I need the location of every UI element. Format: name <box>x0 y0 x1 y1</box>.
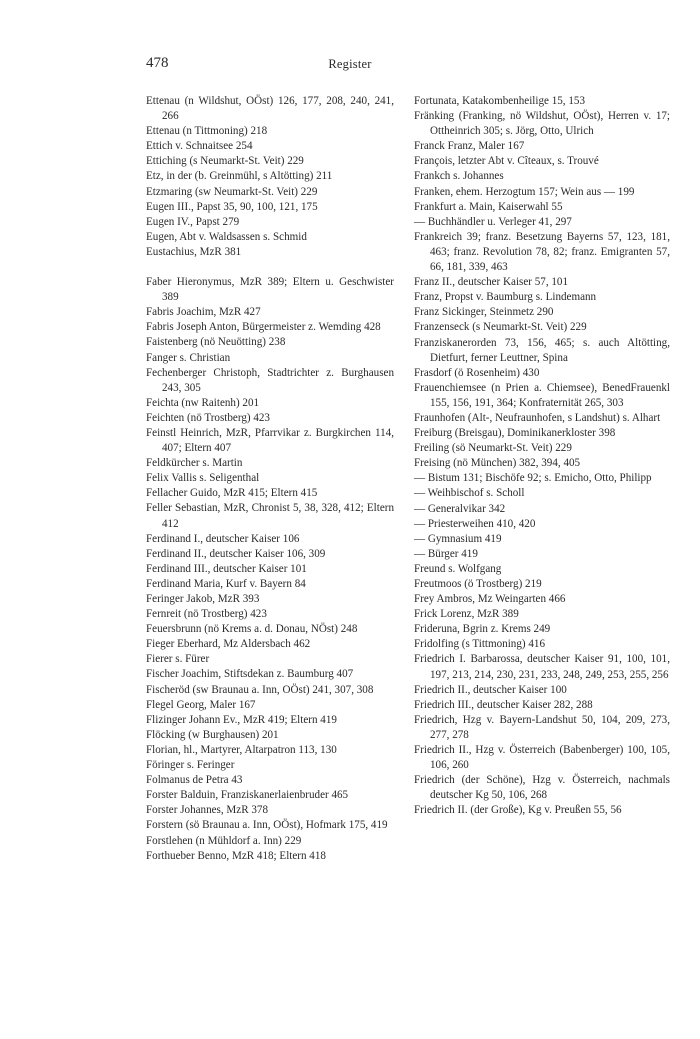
index-entry: Flizinger Johann Ev., MzR 419; Eltern 419 <box>146 713 337 726</box>
index-entry: Eustachius, MzR 381 <box>146 245 242 258</box>
index-entry: Frick Lorenz, MzR 389 <box>414 608 519 621</box>
index-entry: — Generalvikar 342 <box>414 502 506 515</box>
index-entry: Ferdinand III., deutscher Kaiser 101 <box>146 562 307 575</box>
index-entry: Forster Johannes, MzR 378 <box>146 804 269 817</box>
index-entry: Ettenau (n Wildshut, OÖst) 126, 177, 208, 240, 241, 266 <box>146 95 394 123</box>
index-entry: Forstlehen (n Mühldorf a. Inn) 229 <box>146 834 302 847</box>
index-entry: Feichta (nw Raitenh) 201 <box>146 396 260 409</box>
index-column-right <box>414 94 670 819</box>
index-entry: Ettiching (s Neumarkt-St. Veit) 229 <box>146 155 304 168</box>
index-entry: Eugen, Abt v. Waldsassen s. Schmid <box>146 230 307 243</box>
index-entry: Franz II., deutscher Kaiser 57, 101 <box>414 276 569 289</box>
index-entry: — Weihbischof s. Scholl <box>414 487 525 500</box>
index-entry: Frankfurt a. Main, Kaiserwahl 55 <box>414 200 563 213</box>
index-entry: Föringer s. Feringer <box>146 759 235 772</box>
index-entry: Frey Ambros, Mz Weingarten 466 <box>414 593 566 606</box>
index-entry: Ferdinand Maria, Kurf v. Bayern 84 <box>146 577 306 590</box>
index-entry: Freund s. Wolfgang <box>414 562 502 575</box>
index-entry: Forstern (sö Braunau a. Inn, OÖst), Hofmark 175, 419 <box>146 819 388 832</box>
index-entry: Friedrich III., deutscher Kaiser 282, 288 <box>414 698 593 711</box>
index-entry: Franziskanerorden 73, 156, 465; s. auch Altötting, Dietfurt, ferner Leuttner, Spina <box>414 336 670 364</box>
index-entry: Eugen III., Papst 35, 90, 100, 121, 175 <box>146 200 318 213</box>
index-entry: Feinstl Heinrich, MzR, Pfarrvikar z. Burgkirchen 114, 407; Eltern 407 <box>146 426 394 455</box>
index-entry: Feichten (nö Trostberg) 423 <box>146 411 270 424</box>
index-entry: Feringer Jakob, MzR 393 <box>146 593 260 605</box>
index-entry: Fieger Eberhard, Mz Aldersbach 462 <box>146 638 311 651</box>
index-entry: Fabris Joachim, MzR 427 <box>146 306 261 319</box>
index-entry: Faistenberg (nö Neuötting) 238 <box>146 336 286 349</box>
index-entry: Ferdinand II., deutscher Kaiser 106, 309 <box>146 547 326 560</box>
index-entry: Freising (nö München) 382, 394, 405 <box>414 457 581 470</box>
index-entry: Friedrich II. (der Große), Kg v. Preußen 55, 56 <box>414 804 622 817</box>
page-number: 478 <box>146 55 169 71</box>
index-entry: Fellacher Guido, MzR 415; Eltern 415 <box>146 487 318 500</box>
index-entry: Friedrich, Hzg v. Bayern-Landshut 50, 104, 209, 273, 277, 278 <box>414 713 670 741</box>
index-entry: Freiling (sö Neumarkt-St. Veit) 229 <box>414 442 572 455</box>
index-entry: Fierer s. Fürer <box>146 653 210 666</box>
index-entry: Friedrich II., deutscher Kaiser 100 <box>414 683 567 696</box>
index-entry: Friedrich (der Schöne), Hzg v. Österreich, nachmals deutscher Kg 50, 106, 268 <box>414 774 670 802</box>
index-entry: Flegel Georg, Maler 167 <box>146 698 256 711</box>
index-entry: Faber Hieronymus, MzR 389; Eltern u. Geschwister 389 <box>146 276 394 304</box>
index-entry: Felix Vallis s. Seligenthal <box>146 472 260 485</box>
index-entry: Flöcking (w Burghausen) 201 <box>146 728 279 741</box>
index-entry: Franzenseck (s Neumarkt-St. Veit) 229 <box>414 321 587 334</box>
index-entry: Franz, Propst v. Baumburg s. Lindemann <box>414 291 597 304</box>
index-entry: Forster Balduin, Franziskanerlaienbruder 465 <box>146 789 349 802</box>
index-entry: — Gymnasium 419 <box>414 532 502 545</box>
index-entry: Ettenau (n Tittmoning) 218 <box>146 125 268 138</box>
index-entry: Frauenchiemsee (n Prien a. Chiemsee), BenedFrauenkl 155, 156, 191, 364; Konfraternität 265, 303 <box>414 381 670 409</box>
index-entry: Frankreich 39; franz. Besetzung Bayerns 57, 123, 181, 463; franz. Revolution 78, 82; franz. Emigranten 57, 66, 181, 339, 463 <box>414 230 670 274</box>
index-entry: Fridolfing (s Tittmoning) 416 <box>414 638 545 651</box>
index-entry: Frankch s. Johannes <box>414 170 504 183</box>
index-entry: Frasdorf (ö Rosenheim) 430 <box>414 366 540 379</box>
index-entry: Freutmoos (ö Trostberg) 219 <box>414 578 542 590</box>
index-entry: Feuersbrunn (nö Krems a. d. Donau, NÖst) 248 <box>146 623 358 636</box>
index-entry: Franz Sickinger, Steinmetz 290 <box>414 306 554 319</box>
index-entry: Friedrich II., Hzg v. Österreich (Babenberger) 100, 105, 106, 260 <box>414 744 670 772</box>
index-entry: Fanger s. Christian <box>146 351 231 364</box>
index-entry: Ettich v. Schnaitsee 254 <box>146 140 253 153</box>
index-entry: Franken, ehem. Herzogtum 157; Wein aus — 199 <box>414 185 635 198</box>
index-entry: Fischer Joachim, Stiftsdekan z. Baumburg 407 <box>146 668 354 681</box>
index-entry: Eugen IV., Papst 279 <box>146 215 240 228</box>
index-entry: Frideruna, Bgrin z. Krems 249 <box>414 623 551 636</box>
index-entry: Fernreit (nö Trostberg) 423 <box>146 608 267 621</box>
index-entry: Ferdinand I., deutscher Kaiser 106 <box>146 532 300 545</box>
index-entry: Friedrich I. Barbarossa, deutscher Kaiser 91, 100, 101, 197, 213, 214, 230, 231, 233, 248, 249, 253, 255, 256 <box>414 653 670 681</box>
index-entry: Florian, hl., Martyrer, Altarpatron 113, 130 <box>146 743 337 756</box>
index-column-left <box>146 94 394 864</box>
index-entry: Feller Sebastian, MzR, Chronist 5, 38, 328, 412; Eltern 412 <box>146 502 394 530</box>
index-entry: Etzmaring (sw Neumarkt-St. Veit) 229 <box>146 185 318 198</box>
index-entry: Fortunata, Katakombenheilige 15, 153 <box>414 95 585 107</box>
index-entry: — Priesterweihen 410, 420 <box>414 517 536 530</box>
running-head: Register <box>328 57 372 71</box>
index-entry: Fränking (Franking, nö Wildshut, OÖst), Herren v. 17; Ottheinrich 305; s. Jörg, Otto, Ulrich <box>414 110 670 138</box>
index-entry: Franck Franz, Maler 167 <box>414 140 525 153</box>
index-entry: Fabris Joseph Anton, Bürgermeister z. Wemding 428 <box>146 321 381 334</box>
index-entry: Fechenberger Christoph, Stadtrichter z. Burghausen 243, 305 <box>146 366 394 394</box>
index-entry: Folmanus de Petra 43 <box>146 774 243 787</box>
index-entry: Fraunhofen (Alt-, Neufraunhofen, s Landshut) s. Alhart <box>414 411 661 424</box>
index-entry: — Bürger 419 <box>414 547 478 560</box>
index-entry: — Bistum 131; Bischöfe 92; s. Emicho, Otto, Philipp <box>414 472 652 485</box>
index-entry: Etz, in der (b. Greinmühl, s Altötting) 211 <box>146 170 333 183</box>
index-entry: Fischeröd (sw Braunau a. Inn, OÖst) 241, 307, 308 <box>146 683 374 696</box>
index-entry: — Buchhändler u. Verleger 41, 297 <box>414 215 572 228</box>
index-entry: François, letzter Abt v. Cîteaux, s. Trouvé <box>414 155 599 168</box>
index-entry: Freiburg (Breisgau), Dominikanerkloster 398 <box>414 427 616 440</box>
index-entry: Forthueber Benno, MzR 418; Eltern 418 <box>146 849 326 862</box>
index-entry: Feldkürcher s. Martin <box>146 457 243 470</box>
